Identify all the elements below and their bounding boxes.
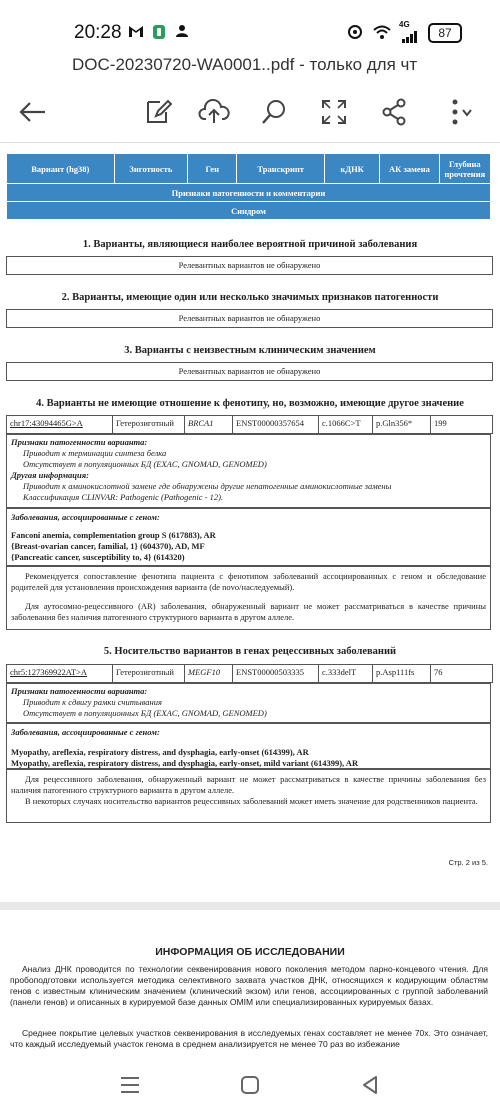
variant-1-id[interactable]: chr17:43094465G>A [7, 416, 113, 433]
home-icon[interactable] [235, 1070, 265, 1100]
search-icon[interactable] [256, 94, 292, 130]
col-variant: Вариант (hg38) [7, 154, 115, 184]
more-options-icon[interactable] [440, 94, 476, 130]
edit-icon[interactable] [140, 94, 176, 130]
page-number: Стр. 2 из 5. [448, 858, 488, 867]
variant-1-gene: BRCA1 [185, 416, 233, 433]
variant-2-diseases-title: Заболевания, ассоциированные с геном: [11, 727, 160, 737]
variant-1-depth: 199 [434, 418, 447, 428]
variant-1-sign-2: Отсутствует в популяционных БД (EXAC, GNOMAD, GENOMED) [23, 459, 267, 469]
variant-1-zygosity: Гетерозиготный [113, 416, 185, 433]
variant-2-rec-2: В некоторых случаях носительство вариантов рецессивных заболеваний может иметь значение для родственников пациента. [25, 796, 478, 806]
variant-1-recommendations [6, 566, 491, 630]
variant-2-id[interactable]: chr5:127369922AT>A [7, 665, 113, 682]
variant-1-cdna: c.1066C>T [319, 416, 373, 433]
variant-1-disease-2: {Breast-ovarian cancer, familial, 1} (604370), AD, MF [11, 541, 205, 551]
variant-2-sign-2: Отсутствует в популяционных БД (EXAC, GNOMAD, GENOMED) [23, 708, 267, 718]
variant-2-recommendations [6, 769, 491, 823]
col-depth: Глубина прочтения [439, 154, 490, 184]
variant-1-other-1: Приводит к аминокислотной замене где обнаружены другие непатогенные аминокислотные замены [23, 481, 392, 491]
person-icon [176, 24, 188, 42]
variant-1-disease-3: {Pancreatic cancer, susceptibility to, 4} (614320) [11, 552, 185, 562]
variant-1-sign-1: Приводит к терминации синтеза белка [23, 448, 167, 458]
variant-2-zygosity: Гетерозиготный [113, 665, 185, 682]
network-type: 4G [399, 20, 410, 29]
status-time: 20:28 [74, 22, 122, 43]
header-subrow-syndrome: Синдром [7, 202, 491, 220]
variant-2-disease-1: Myopathy, areflexia, respiratory distress, and dysphagia, early-onset (614399), AR [11, 747, 309, 757]
variant-2-gene: MEGF10 [185, 665, 233, 682]
variant-1-diseases-title: Заболевания, ассоциированные с геном: [11, 512, 160, 522]
section-1-box: Релевантных вариантов не обнаружено [6, 256, 493, 275]
toolbar-divider [0, 142, 500, 143]
variant-1-transcript: ENST00000357654 [233, 416, 319, 433]
variant-2-diseases [6, 723, 491, 769]
info-paragraph-1: Анализ ДНК проводится по технологии секвенирования нового поколения методом парно-концевого чтения. Для пробоподготовки используется методика селективного захвата участков ДНК, относящихся к кодирующим областям генов с известным клиническим значением (клинический экзом) или генов, ассоциированных с группой заболеваний (панели генов) и описанных в курируемой базе данных OMIM или специализированных курируемых базах. [10, 964, 488, 1007]
variant-1-rec-2: Для аутосомно-рецессивного (AR) заболевания, обнаруженный вариант не может рассматриваться в качестве причины заболевания без наличия патогенного структурного варианта в другом аллеле. [11, 601, 486, 622]
document-title: DOC-20230720-WA0001..pdf - только для чт [72, 55, 418, 74]
variant-2-row [6, 664, 493, 683]
section-2-title: 2. Варианты, имеющие один или несколько значимых признаков патогенности [61, 292, 439, 303]
section-4-title: 4. Варианты не имеющие отношение к фенотипу, но, возможно, имеющие другое значение [36, 398, 464, 409]
variant-1-pathogenicity [6, 434, 491, 508]
col-aa-change: АК замена [380, 154, 439, 184]
header-subrow-pathogenicity: Признаки патогенности и комментарии [7, 184, 491, 202]
variant-2-sign-1: Приводит к сдвигу рамки считывания [23, 697, 162, 707]
section-2-box: Релевантных вариантов не обнаружено [6, 309, 493, 328]
variant-1-row [6, 415, 493, 434]
variant-1-other-title: Другая информация: [11, 470, 89, 480]
variant-2-signs-title: Признаки патогенности варианта: [11, 686, 148, 696]
info-paragraph-2: Среднее покрытие целевых участков секвенирования в исследуемых генах составляет не менее 70х. Это означает, что каждый исследуемый участок генома в среднем анализируется не менее 70 раз во избежание [10, 1028, 488, 1049]
col-transcript: Транскрипт [237, 154, 325, 184]
variant-2-rec-1: Для рецессивного заболевания, обнаруженный вариант не может рассматриваться в качестве причины заболевания без наличия патогенного структурного варианта в другом аллеле. [11, 774, 486, 795]
fullscreen-icon[interactable] [316, 94, 352, 130]
section-3-box: Релевантных вариантов не обнаружено [6, 362, 493, 381]
back-button[interactable] [14, 94, 50, 130]
status-bar [0, 0, 500, 60]
variant-1-aa: p.Gln356* [373, 416, 431, 433]
variants-table-header [6, 153, 491, 220]
variant-2-pathogenicity [6, 683, 491, 723]
section-3-title: 3. Варианты с неизвестным клиническим значением [124, 345, 376, 356]
col-cdna: кДНК [324, 154, 379, 184]
cloud-upload-icon[interactable] [196, 94, 232, 130]
variant-1-diseases [6, 508, 491, 566]
section-1-title: 1. Варианты, являющиеся наиболее вероятной причиной заболевания [82, 239, 418, 250]
gmail-icon [128, 24, 144, 42]
section-5-title: 5. Носительство вариантов в генах рецессивных заболеваний [103, 646, 397, 657]
col-zygosity: Зиготность [114, 154, 187, 184]
page-separator [0, 902, 500, 910]
battery-indicator: 87 [428, 23, 462, 43]
back-nav-icon[interactable] [355, 1070, 385, 1100]
variant-2-cdna: c.333delT [319, 665, 373, 682]
app-notification-icon [152, 24, 166, 44]
variant-1-disease-1: Fanconi anemia, complementation group S (617883), AR [11, 530, 216, 540]
variant-1-other-2: Классификация CLINVAR: Pathogenic (Pathogenic - 12). [23, 492, 224, 502]
variant-2-transcript: ENST00000503335 [233, 665, 319, 682]
alarm-icon [346, 24, 364, 44]
variant-1-rec-1: Рекомендуется сопоставление фенотипа пациента с фенотипом заболеваний ассоциированных с геном и обследование родителей для установления происхождения варианта (de novo/наследуемый). [11, 571, 486, 592]
recent-apps-icon[interactable] [115, 1070, 145, 1100]
wifi-icon [372, 24, 392, 44]
info-title: ИНФОРМАЦИЯ ОБ ИССЛЕДОВАНИИ [155, 946, 345, 958]
variant-2-aa: p.Asp111fs [373, 665, 431, 682]
variant-2-disease-2: Myopathy, areflexia, respiratory distress, and dysphagia, early-onset, mild variant (614399), AR [11, 758, 359, 768]
signal-icon [402, 30, 418, 47]
variant-1-signs-title: Признаки патогенности варианта: [11, 437, 148, 447]
col-gene: Ген [188, 154, 237, 184]
variant-2-depth: 76 [434, 667, 443, 677]
share-icon[interactable] [376, 94, 412, 130]
